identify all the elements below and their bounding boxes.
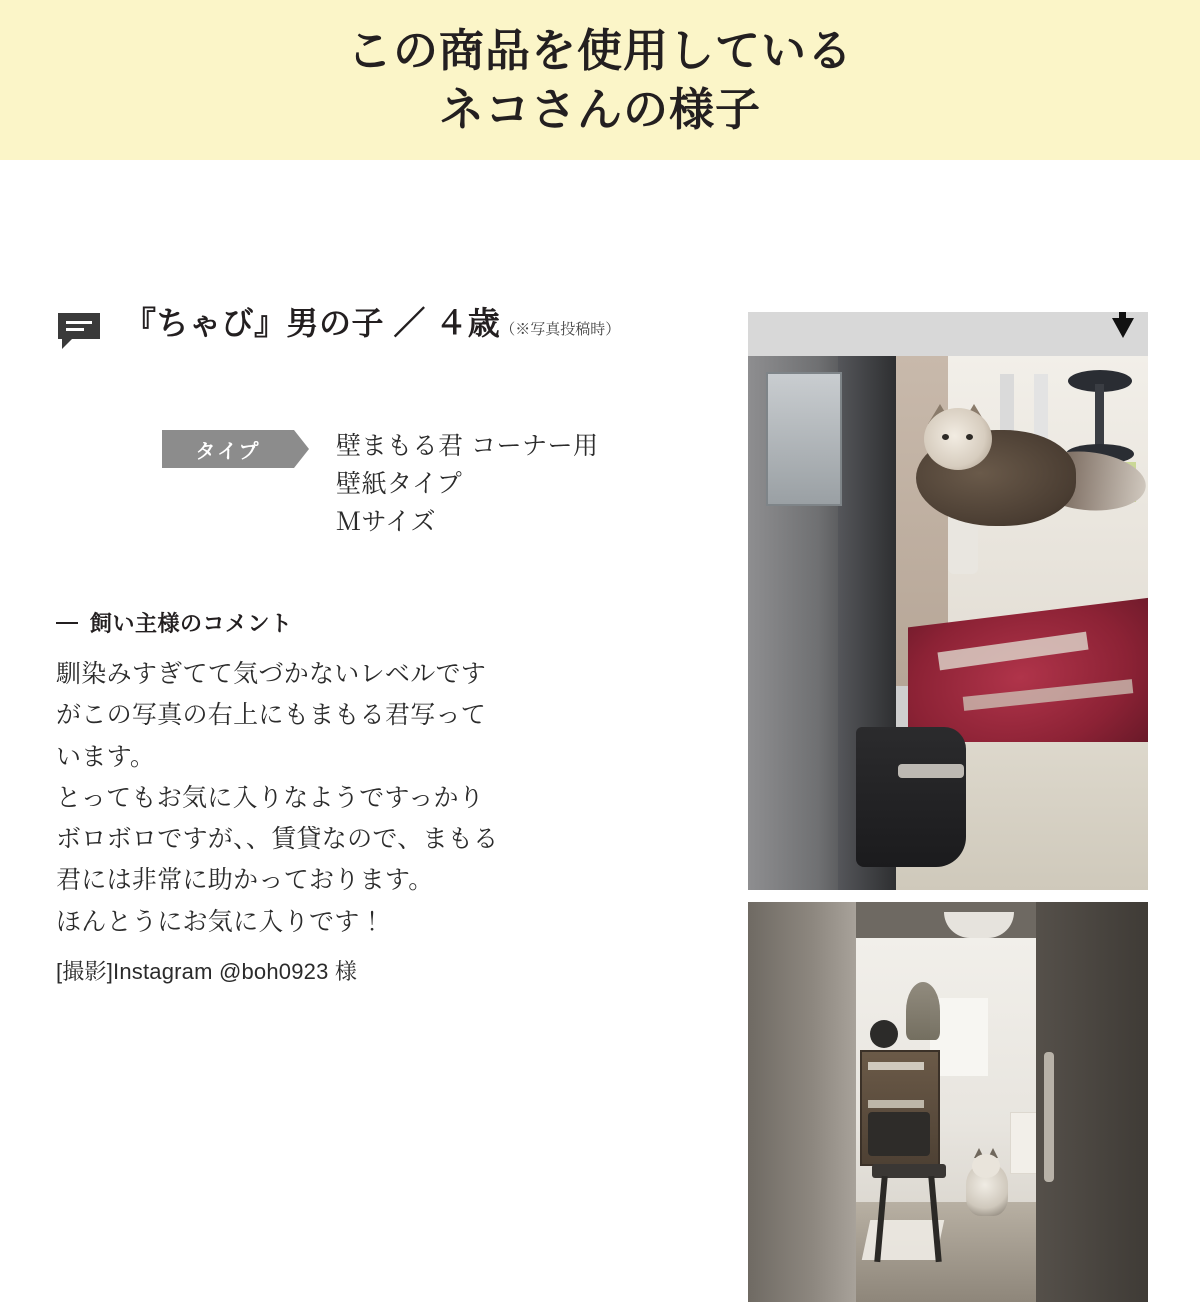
- type-line: 壁まもる君 コーナー用: [336, 432, 599, 460]
- page-title-line2: ネコさんの様子: [438, 84, 761, 135]
- type-line: 壁紙タイプ: [336, 470, 463, 498]
- photo2-chair-leg: [928, 1176, 941, 1262]
- owner-comment-body: [56, 654, 696, 943]
- photo2-wall-panel: [1010, 1112, 1038, 1174]
- cat-heading: [56, 305, 696, 345]
- photo1-cat-eye-right: [966, 434, 973, 440]
- photo2-plant: [906, 982, 940, 1040]
- type-lines: [336, 427, 598, 541]
- owner-comment-line: ほんとうにお気に入りです！: [56, 907, 385, 936]
- photo1-wall-protector-edge: [898, 764, 964, 778]
- photo1-stool-stem: [1095, 384, 1104, 450]
- owner-comment-line: 馴染みすぎてて気づかないレベルです: [56, 660, 487, 688]
- owner-comment-line: がこの写真の右上にもまもる君写って: [56, 701, 487, 730]
- cat-name-age-note: （※写真投稿時）: [500, 321, 621, 338]
- photo1-cat-head: [924, 408, 992, 470]
- photo1-cabinet: [766, 372, 842, 506]
- photo2-cat-head: [972, 1154, 1000, 1178]
- header-banner: [0, 0, 1200, 160]
- type-line: Ｍサイズ: [336, 508, 437, 536]
- cat-name-age-text: 『ちゃび』男の子 ／ ４歳: [124, 305, 501, 341]
- dash-icon: [56, 622, 78, 624]
- photo2-left-wall: [748, 902, 856, 1302]
- photo1-down-arrow-icon: [1112, 318, 1134, 338]
- owner-comment-heading: [56, 607, 696, 638]
- photo-cat-in-hallway: [748, 902, 1148, 1302]
- photo2-door-handle: [1044, 1052, 1054, 1182]
- entry-left-column: [56, 305, 696, 986]
- owner-comment-heading-text: 飼い主様のコメント: [90, 611, 293, 636]
- photo1-wall-protector: [856, 727, 966, 867]
- photo-credit: [撮影]Instagram @boh0923 様: [56, 958, 358, 984]
- page-title: [347, 21, 853, 140]
- owner-comment-line: 君には非常に助かっております。: [56, 866, 434, 895]
- type-block: [162, 427, 696, 541]
- cat-name-age: [124, 305, 620, 342]
- photo-cat-lying-on-rug: [748, 312, 1148, 890]
- photo2-chair-leg: [874, 1176, 887, 1262]
- photo2-shelf-item: [868, 1100, 924, 1108]
- comment-icon: [56, 311, 102, 351]
- owner-comment-line: います。: [56, 742, 156, 771]
- owner-comment-line: とってもお気に入りなようですっかり: [56, 783, 485, 812]
- photo2-shelf-item: [868, 1062, 924, 1070]
- photo2-clock: [870, 1020, 898, 1048]
- owner-comment-line: ボロボロですが、、賃貸なので、まもる: [56, 825, 499, 853]
- photo2-chair-back: [868, 1112, 930, 1156]
- main-content: [0, 160, 1200, 1200]
- type-tag: タイプ: [162, 430, 294, 468]
- page-title-line1: この商品を使用している: [346, 24, 853, 76]
- photo2-chair: [868, 1112, 960, 1262]
- photo1-top-strip: [748, 312, 1148, 356]
- photo1-cat-eye-left: [942, 434, 949, 440]
